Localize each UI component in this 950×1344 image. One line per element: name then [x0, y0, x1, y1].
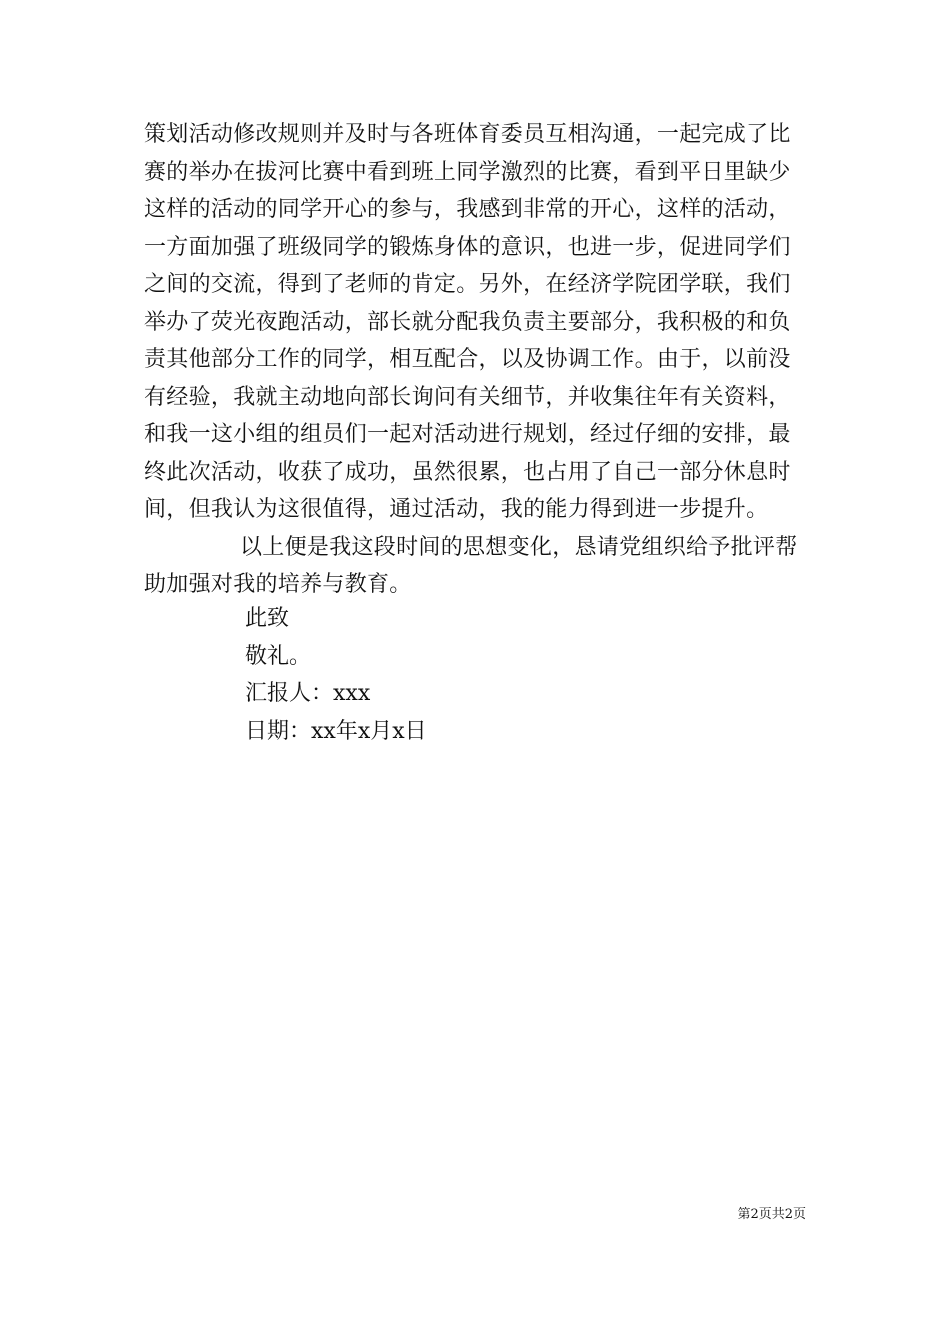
paragraph2-line-2: 助加强对我的培养与教育。	[144, 572, 412, 597]
paragraph1-line-2: 赛的举办在拔河比赛中看到班上同学激烈的比赛，看到平日里缺少	[144, 159, 791, 185]
closing-salutation: 此致	[245, 606, 290, 631]
paragraph1-line-5: 之间的交流，得到了老师的肯定。另外，在经济学院团学联，我们	[144, 272, 791, 297]
paragraph1-line-11: 间，但我认为这很值得，通过活动，我的能力得到进一步提升。	[144, 497, 769, 522]
letter-closing	[245, 600, 427, 750]
paragraph1-line-6: 举办了荧光夜跑活动，部长就分配我负责主要部分，我积极的和负	[144, 309, 791, 335]
closing-date: 日期：xx年x月x日	[245, 718, 427, 744]
paragraph1-line-10: 终此次活动，收获了成功，虽然很累，也占用了自己一部分休息时	[144, 459, 791, 485]
paragraph1-line-3: 这样的活动的同学开心的参与，我感到非常的开心，这样的活动，	[144, 197, 791, 222]
paragraph2-line-1: 以上便是我这段时间的思想变化，恳请党组织给予批评帮	[240, 534, 798, 560]
paragraph1-line-1: 策划活动修改规则并及时与各班体育委员互相沟通，一起完成了比	[144, 122, 791, 147]
paragraph1-line-7: 责其他部分工作的同学，相互配合，以及协调工作。由于，以前没	[144, 347, 791, 372]
page-number-footer: 第2页共2页	[737, 1207, 806, 1222]
paragraph1-line-4: 一方面加强了班级同学的锻炼身体的意识，也进一步，促进同学们	[144, 234, 791, 260]
paragraph1-line-9: 和我一这小组的组员们一起对活动进行规划，经过仔细的安排，最	[144, 422, 791, 447]
paragraph1-line-8: 有经验，我就主动地向部长询问有关细节，并收集往年有关资料，	[144, 384, 791, 410]
closing-reporter: 汇报人：xxx	[245, 681, 371, 706]
report-body	[144, 116, 809, 604]
closing-respect: 敬礼。	[245, 643, 312, 669]
